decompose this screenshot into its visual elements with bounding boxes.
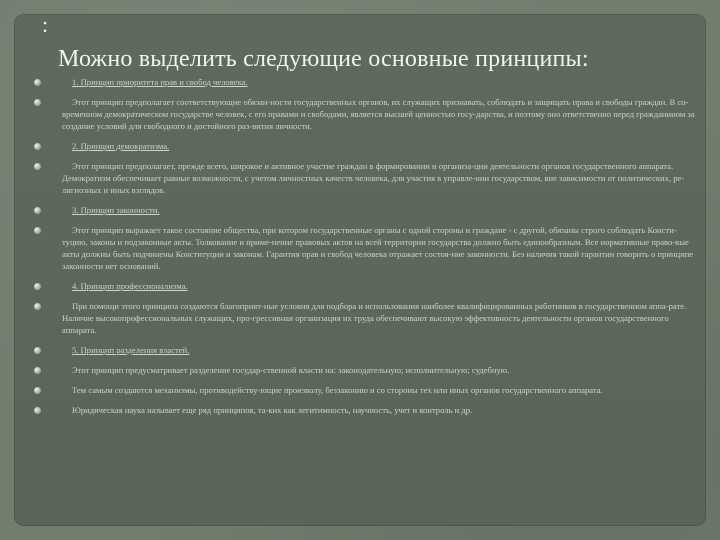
list-item — [34, 140, 698, 152]
bullet-icon — [34, 227, 41, 234]
list-item-text: 4. Принцип профессионализма. — [72, 281, 188, 291]
bullet-icon — [34, 407, 41, 414]
list-item-text: 2. Принцип демократизма. — [72, 141, 170, 151]
bullet-icon — [34, 347, 41, 354]
slide-title: Можно выделить следующие основные принципы: — [58, 46, 589, 72]
slide-mark: : — [42, 12, 49, 37]
list-item-text: При помощи этого принципа создаются благоприят-ные условия для подбора и использования наиболее квалифицированных работников в государственном аппа-рате. Наличие высокопрофессиональных служащих, про-грессивная организация их труда обеспечивают высокую эффективность деятельности органов государственного аппарата. — [62, 301, 687, 335]
list-item — [34, 344, 698, 356]
list-item — [34, 76, 698, 88]
list-item — [34, 224, 698, 272]
bullet-icon — [34, 79, 41, 86]
bullet-icon — [34, 303, 41, 310]
list-item-text: Этот принцип предполагает, прежде всего, широкое и активное участие граждан в формировании и организа-ции деятельности органов государственного аппарата. Демократизм обеспечивает равные возможности, с учетом личностных качеств человека, для участия в управле-нии государством, вне зависимости от политических, ре-лигиозных и иных взглядов. — [62, 161, 685, 195]
list-item-text: 5. Принцип разделения властей. — [72, 345, 190, 355]
list-item-text: Юридическая наука называет еще ряд принципов, та-ких как легитимность, научность, учет и контроль и др. — [72, 405, 473, 415]
list-item-text: Этот принцип выражает такое состояние общества, при котором государственные органы с одной стороны и граждане - с другой, обязаны строго соблюдать Консти-туцию, законы и подзаконные акты. Толкование и приме-нение правовых актов на всей территории государства должно быть единообразным. Все нормативные право-вые акты должны быть подчинены Конституции и законам. Гарантия прав и свобод человека отражает состоя-ние законности. Без наличия такой гарантии говорить о принципе законности нет оснований. — [62, 225, 694, 271]
bullet-icon — [34, 367, 41, 374]
principles-list — [34, 76, 698, 424]
bullet-icon — [34, 283, 41, 290]
bullet-icon — [34, 163, 41, 170]
list-item — [34, 300, 698, 336]
list-item-text: Этот принцип предполагает соответствующие обязан-ности государственных органов, их служащих признавать, соблюдать и защищать права и свободы граждан. В со-временном демократическом государстве человек, с его правами и свободами, является высшей ценностью госу-дарства, и поэтому оно ответственно перед гражданином за создание условий для свободного и достойного раз-вития личности. — [62, 97, 695, 131]
list-item-text: Тем самым создаются механизмы, противодейству-ющие произволу, беззаконию и со стороны тех или иных органов государственного аппарата. — [72, 385, 603, 395]
list-item — [34, 404, 698, 416]
list-item — [34, 160, 698, 196]
list-item-text: 1. Принцип приоритета прав и свобод человека. — [72, 77, 248, 87]
bullet-icon — [34, 99, 41, 106]
bullet-icon — [34, 207, 41, 214]
bullet-icon — [34, 143, 41, 150]
list-item — [34, 96, 698, 132]
list-item-text: 3. Принцип законности. — [72, 205, 160, 215]
list-item-text: Этот принцип предусматривает разделение государ-ственной власти на: законодательную; исполнительную; судебную. — [72, 365, 510, 375]
list-item — [34, 384, 698, 396]
bullet-icon — [34, 387, 41, 394]
list-item — [34, 364, 698, 376]
list-item — [34, 204, 698, 216]
list-item — [34, 280, 698, 292]
